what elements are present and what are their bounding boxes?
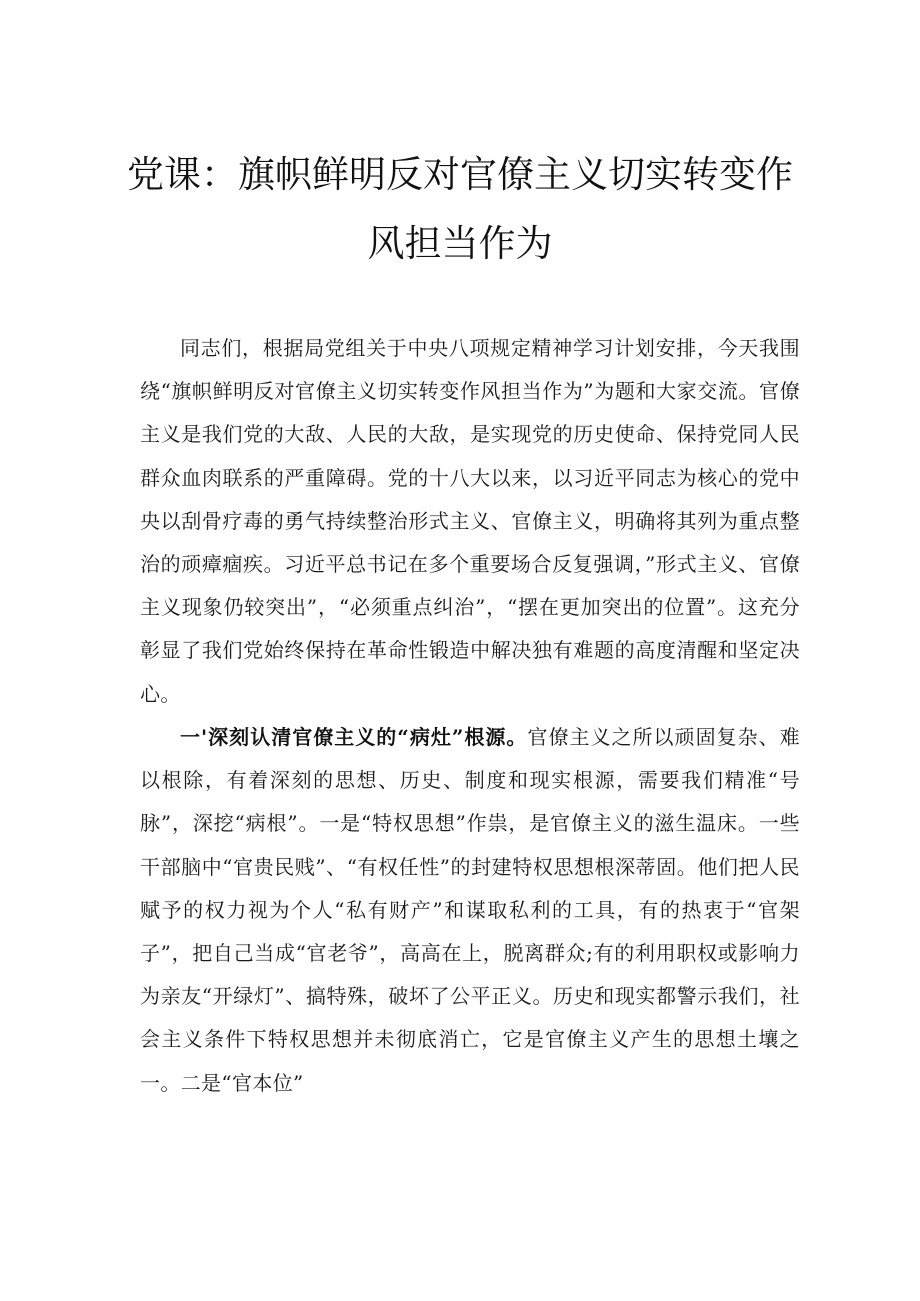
section1-body: 官僚主义之所以顽固复杂、难以根除，有着深刻的思想、历史、制度和现实根源，需要我们精准“号脉”，深挖“病根”。一是“特权思想”作祟，是官僚主义的滋生温床。一些干部脑中“官贵民贱”、“有权任性”的封建特权思想根深蒂固。他们把人民赋予的权力视为个人“私有财产”和谋取私利的工具，有的热衷于“官架子”，把自己当成“官老爷”，高高在上，脱离群众;有的利用职权或影响力为亲友“开绿灯”、搞特殊，破坏了公平正义。历史和现实都警示我们，社会主义条件下特权思想并未彻底消亡，它是官僚主义产生的思想土壤之一。二是“官本位”: [140, 725, 800, 1095]
document-title-line2: 风担当作为: [367, 222, 553, 265]
document-title-line1: 党课：旗帜鲜明反对官僚主义切实转变作: [127, 153, 793, 196]
intro-paragraph: 同志们，根据局党组关于中央八项规定精神学习计划安排，今天我围绕“旗帜鲜明反对官僚主义切实转变作风担当作为”为题和大家交流。官僚主义是我们党的大敌、人民的大敌，是实现党的历史使命、保持党同人民群众血肉联系的严重障碍。党的十八大以来，以习近平同志为核心的党中央以刮骨疗毒的勇气持续整治形式主义、官僚主义，明确将其列为重点整治的顽瘴痼疾。习近平总书记在多个重要场合反复强调，”形式主义、官僚主义现象仍较突出”，“必须重点纠治”，“摆在更加突出的位置”。这充分彰显了我们党始终保持在革命性锻造中解决独有难题的高度清醒和坚定决心。: [140, 336, 800, 706]
section1-heading: 一'深刻认清官僚主义的“病灶”根源。: [180, 725, 528, 749]
section1-paragraph: [140, 716, 800, 1105]
